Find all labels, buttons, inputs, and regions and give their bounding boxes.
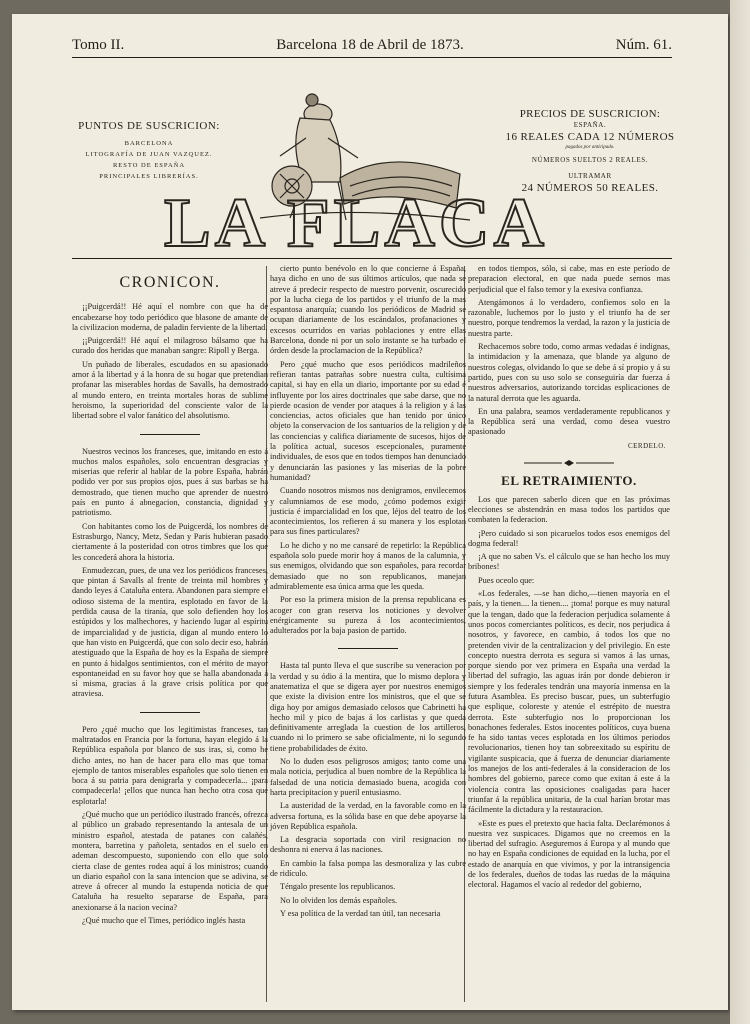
article-paragraph: ¡Pero cuidado si son picaruelos todos esos enemigos del dogma federal!: [468, 528, 670, 548]
prices-reales: 16 REALES CADA 12 NÚMEROS: [505, 131, 675, 143]
article-paragraph: La austeridad de la verdad, en la favorable como en la adversa fortuna, es la sólida base en que debe apoyarse la jóven República española.: [270, 801, 466, 831]
article-paragraph: Pero ¿qué mucho que esos periódicos madrileños refieran tantas patrañas sobre nuestra culta, cultísima capital, si hay en ella un diario, importante por su edad é influyente por los aires doctrinales que sabe darse, que no pierde ocasion de vender por ataques á la religion y á las conciencias, actos oficiales que han tenido por único objeto la conservacion de los santuarios de la religion y de las conciencias y califica diariamente de sucesos, hijos de la política actual, sucesos escepcionales, puramente individuales, de esos que en todos tiempos han denunciado y denunciarán las pasiones y las miserias de la pobre humanidad?: [270, 359, 466, 482]
author-signature: CERDELO.: [627, 441, 666, 450]
section-divider: [140, 712, 200, 713]
article-paragraph: Cuando nosotros mismos nos denigramos, envilecemos y calumniamos de ese modo, ¿cómo podemos exigir justicia é imparcialidad en los que, léjos del teatro de los acontecimientos, los refieren á su manera y los esplotan para sus fines particulares?: [270, 486, 466, 537]
newspaper-page: [12, 14, 728, 1010]
article-paragraph: Nuestros vecinos los franceses, que, imitando en esto á muchos malos españoles, solo encuentran desgracias y miserias que referir al hablar de la pobre España, habrán podido ver por sus propios ojos, pues á sus barbas se ha demostrado, que tienen mucho que aprender de nuestro país en punto á abnegacion, constancia, dignidad y patriotismo.: [72, 446, 268, 518]
article-paragraph: »Este es pues el pretexto que hacia falta. Declarémonos á nuestra vez suspicaces. Digamos que no creemos en la libertad del sufragio. Aseguremos á Europa y al mundo que no hay en España condiciones de equidad en la lucha, por el estado de anarquía en que vivimos, y por la intransigencia de los federales, dueños de todas las ruedas de la máquina electoral. Hagamos el vacío al rededor del gobierno,: [468, 818, 670, 890]
prices-ultramar-amount: 24 NÚMEROS 50 REALES.: [521, 182, 659, 194]
subscription-line: LITOGRAFÍA DE JUAN VAZQUEZ.: [85, 151, 213, 158]
date-place: Barcelona 18 de Abril de 1873.: [276, 37, 464, 53]
article-paragraph: cierto punto benévolo en lo que concierne á España, haya dicho en uno de sus últimos artículos, que nada se atreve á predecir respecto de nuestro porvenir, oscurecido por la lucha ciega de los partidos y el triunfo de la mas espantosa anarquía; cuando los periódicos de Madrid se ocupan diariamente de los escándalos, profanaciones y excesos ocurridos en varias poblaciones y entre ellas Barcelona, donde ni por un solo instante se ha turbado el órden desde la proclamacion de la República?: [270, 264, 466, 356]
article-paragraph: en todos tiempos, sólo, si cabe, mas en este período de preparacion electoral, en que nada puede sernos mas perjudicial que el falso temor y la exesiva confianza.: [468, 264, 670, 294]
article-paragraph: Lo he dicho y no me cansaré de repetirlo: la República española solo puede morir hoy á manos de la calumnia, y sus enemigos, olvidando que son españoles, para recordar demasiado que no son republicanos, manejan admirablemente esa única arma que les queda.: [270, 540, 466, 591]
prices-spain: ESPAÑA.: [573, 121, 607, 129]
article-paragraph: Los que parecen saberlo dicen que en las próximas elecciones se abstendrán en masa todos los partidos que combaten la federacion.: [468, 494, 670, 525]
article-paragraph: No lo olviden los demás españoles.: [280, 895, 398, 905]
article-paragraph: Con habitantes como los de Puigcerdá, los nombres de Estrasburgo, Nancy, Metz, Sedan y Paris hubieran pasado ciertamente á la posteridad con otros timbres que los que les concederá ahora la historia.: [72, 521, 268, 562]
issue-number: Núm. 61.: [615, 37, 672, 53]
article-paragraph: Téngalo presente los republicanos.: [280, 882, 396, 892]
article-paragraph: Rechacemos sobre todo, como armas vedadas é indignas, la intimidacion y la amenaza, que blande ya alguno de nuestros colegas, olvidando lo que se debe á sí propio y á su partido, pues con su uso solo se conseguiría dar fuerza á nuestros adversarios, autorizando torcidas esplicaciones de la natural derrota que les aguarda.: [468, 342, 670, 403]
logo-illustration: [164, 78, 548, 262]
article-paragraph: La desgracia soportada con viril resignacion no deshonra ni enerva á las naciones.: [270, 835, 466, 855]
section-divider: [338, 648, 398, 649]
article-paragraph: Por eso la primera mision de la prensa republicana es acoger con gran reserva los noticiones y devolver enérgicamente su pureza á los acontecimientos, adulterados por la baja pasion de partido.: [270, 595, 466, 636]
article-paragraph: No lo duden esos peligrosos amigos; tanto come una mala noticia, perjudica al buen nombre de la República la falsedad de una noticia demasiado buena, acogida con harta precipitacion y pueril entusiasmo.: [270, 757, 466, 797]
article-paragraph: «Los federales, —se han dicho,—tienen mayoría en el país, y la tienen.... la tienen.... ¡toma! porque es muy natural que la tengan, dado que la federacion perjudica solamente á unos pocos comerciantes políticos, es decir, nos perjudica á nosotros, y favorece, en cambio, á todos los que no pretenden vivir de la centralizacion y del privilegio. En este concepto nuestra derrota es segura si vamos á las urnas, porque siendo por vez primera en España una verdad la libertad del sufragio, las aguas irán por donde debieron ir siempre y los federales tendrán una mayoría inmensa en la futura Asamblea. Es preciso buscar, pues, un subterfugio que esplique, coloreste y atenúe el estrépito de nuestra derrota. Este subterfugio nos lo proporcionan los bonachones federales. Estos inocentes políticos, cuya buena fe ha sido tantas veces esplotada en los últimos periodos revolucionarios, tienen hoy tan sobreexitado su espíritu de vigilante suspicacia, que á fuerza de denunciar diariamente los manejos de los anti-federales á la consideracion de los hombres del gobierno, parece como que exitan á este á la violencia contra las oposiciones coaligadas para hacer triunfar á la república unitaria, de la cual harían brotar mas fácilmente la dictadura y la restauracion.: [468, 589, 670, 815]
section-divider: [140, 434, 200, 435]
article-paragraph: ¡¡Puigcerdá!! Hé aquí el nombre con que ha de encabezarse hoy todo periódico que blasone de amante de la civilizacion moderna, de paladin ferviente de la libertad.: [72, 302, 268, 332]
subscription-heading: PUNTOS DE SUSCRICION:: [78, 120, 220, 132]
article-paragraph: En una palabra, seamos verdaderamente republicanos y la República será una verdad, como desea vuestro apasionado: [468, 406, 670, 437]
page-edge: [730, 0, 750, 1024]
article-paragraph: Pero ¿qué mucho que los legitimistas franceses, tan maltratados en Francia por la fortuna, hayan elegido á la República española por blanco de sus iras, si, como he dicho antes, no han de hacer para ello mas que tomar ejemplo de tantos miserables españoles que solo tienen en boca á su patria para denigrarla y compadecerla... ¡para compadecerla! ¡ellos que nunca han hecho otra cosa que esplotarla!: [72, 724, 268, 806]
subscription-line: RESTO DE ESPAÑA: [112, 162, 186, 169]
prices-heading: PRECIOS DE SUSCRICION:: [519, 108, 661, 120]
retraimiento-title: EL RETRAIMIENTO.: [501, 473, 637, 489]
subscription-prices: [500, 108, 680, 195]
cronicon-title: CRONICON.: [119, 274, 221, 291]
article-paragraph: Y esa política de la verdad tan útil, tan necesaria: [280, 908, 441, 918]
ornament-divider: [468, 459, 670, 470]
ornament-icon: [524, 459, 614, 467]
column-1: [72, 264, 268, 1004]
article-paragraph: ¡A que no saben Vs. el cálculo que se han hecho los muy bribones!: [468, 552, 670, 572]
subscription-line: BARCELONA: [124, 140, 174, 147]
article-paragraph: Un puñado de liberales, escudados en su apasionado amor á la libertad y á la honra de su hogar que pretendian profanar las miserables hordas de Savalls, ha demostrado al mundo entero, en treinta mortales horas de sublime heroismo, la superioridad del consciente valor de la libertad sobre el valor fanático del absolutismo.: [72, 359, 268, 421]
subscription-line: PRINCIPALES LIBRERÍAS.: [99, 173, 199, 180]
article-paragraph: En cambio la falsa pompa las desmoraliza y las cubre de ridículo.: [270, 858, 466, 879]
article-paragraph: Pues oceolo que:: [478, 575, 535, 585]
masthead-info-bar: [72, 30, 672, 58]
subscription-points: [74, 120, 224, 182]
prices-ultramar: ULTRAMAR: [568, 172, 612, 180]
article-paragraph: Hasta tal punto lleva el que suscribe su veneracion por la verdad y su ódio á la mentira, que lo mismo deplora y anatematiza el que se digera ayer por nuestros enemigos que existe la division entre los ministros, que el que se diga hoy por amigos demasiado celosos que Cabrinetti ha hecho mil y pico de bajas á los carlistas y que queda definitivamente arreglada la cuestion de los artilleros, cuando ni lo primero se sabe oficialmente, ni lo segundo tiene probabilidades de éxito.: [270, 661, 466, 753]
article-paragraph: Atengámonos á lo verdadero, confiemos solo en la razonable, luchemos por lo justo y el triunfo ha de ser nuestro, porque tendremos la verdad, la razon y la justicia de nuestra parte.: [468, 297, 670, 338]
article-paragraph: ¿Qué mucho que el Times, periódico inglés hasta: [82, 916, 246, 926]
logo-text: LA FLACA: [164, 185, 548, 262]
article-paragraph: ¿Qué mucho que un periódico ilustrado francés, ofrezca al público un grabado representando la antesala de un ministro español, atestada de patanes con calañés, montera, barretina y pañoleta, sentados en el suelo en ademan descompuesto, suponiendo con ello que solo cierta clase de gentes rodea aquí á los ministros; cuando un diario español con la sana intencion que se adivina, se atreve á ofrecer al mundo la estupenda noticia de que Cataluña ha resuelto separarse de España, para anexionarse á la nacion vecina?: [72, 810, 268, 912]
prices-anticipado: pagados por anticipado.: [565, 145, 615, 150]
la-flaca-logo: [164, 78, 548, 262]
volume-label: Tomo II.: [72, 37, 125, 53]
article-paragraph: ¡¡Puigcerdá!! Hé aquí el milagroso bálsamo que ha curado dos heridas que manaban sangre: Ripoll y Berga.: [72, 336, 268, 356]
article-paragraph: Enmudezcan, pues, de una vez los periódicos franceses, que pintan á Savalls al frente de treinta mil hombres y dando leyes á Cataluña entera. Abandonen para siempre el odioso sistema de la mentira, esplotado en favor de la perdida causa de la tiranía, que solo defienden hoy los estúpidos y los malhechores, y haciendo lugar al espíritu de imparcialidad y de justicia, digan al mundo entero lo que han visto en Puigcerdá, que con solo decir eso, habrán atestiguado que la España de hoy es la España de siempre en punto á hidalgos sentimientos, con el mérito de mayor espontaneidad en su favor hoy que se halla abandonada á sí misma, gracias á la grave crisis política por que atraviesa.: [72, 565, 268, 699]
column-3: [468, 264, 670, 1004]
column-2: [270, 264, 466, 1004]
prices-sueltos: NÚMEROS SUELTOS 2 REALES.: [531, 156, 649, 164]
masthead-rule: [72, 258, 672, 259]
